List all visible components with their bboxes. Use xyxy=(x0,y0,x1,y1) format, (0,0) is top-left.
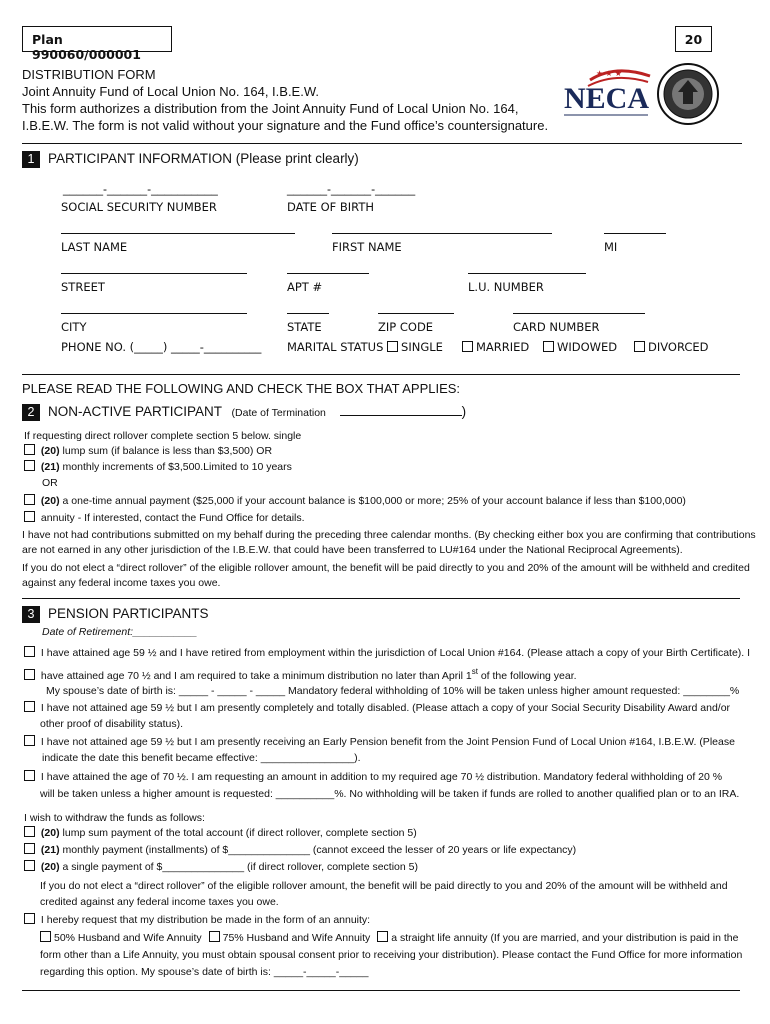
opt3-label: a one-time annual payment ($25,000 if your account balance is $100,000 or more; 25% of your account balance if less than $100,000) xyxy=(59,495,686,507)
o1-label: I have attained age 59 ½ and I have retired from employment within the jurisdiction of Local Union #164. (Please attach a copy of your Birth Certificate). I xyxy=(40,647,751,659)
first-name-label: FIRST NAME xyxy=(332,240,402,254)
or-label: OR xyxy=(42,477,58,489)
divorced-option xyxy=(634,340,709,354)
street-field[interactable] xyxy=(61,262,247,274)
straight-life-checkbox[interactable] xyxy=(377,931,388,942)
married-label: MARRIED xyxy=(476,340,530,354)
annuity-note-1: form other than a Life Annuity, you must obtain spousal consent prior to receiving your distribution). Please contact the Fund Office for more information xyxy=(40,949,743,961)
married-option xyxy=(462,340,529,354)
zip-label: ZIP CODE xyxy=(378,320,434,334)
nonactive-opt-lumpsum xyxy=(24,444,272,459)
divorced-label: DIVORCED xyxy=(648,340,709,354)
pension-opt-additional xyxy=(24,770,722,785)
w3-label: a single payment of $______________ (if direct rollover, complete section 5) xyxy=(59,861,418,873)
state-field[interactable] xyxy=(287,302,329,314)
mi-label: MI xyxy=(604,240,618,254)
annuity-request xyxy=(24,913,370,928)
widowed-option xyxy=(543,340,617,354)
o5a-label: I have attained the age of 70 ½. I am requesting an amount in addition to my required age 70 ½ distribution. Mandatory federal withholding of 20 % xyxy=(40,771,723,783)
o2b-label: of the following year. xyxy=(477,670,577,682)
withdraw-lumpsum-checkbox[interactable] xyxy=(24,826,35,837)
page-number-box: 20 xyxy=(675,26,712,52)
state-label: STATE xyxy=(287,320,322,334)
form-title: DISTRIBUTION FORM xyxy=(22,67,156,82)
age70-checkbox[interactable] xyxy=(24,669,35,680)
monthly-checkbox[interactable] xyxy=(24,460,35,471)
single-checkbox[interactable] xyxy=(387,341,398,352)
withdraw-rollover-notice-1: If you do not elect a “direct rollover” of the eligible rollover amount, the benefit will be paid directly to you and 20% of the amount will be withheld and xyxy=(40,880,728,892)
disabled-checkbox[interactable] xyxy=(24,701,35,712)
section-1-heading: PARTICIPANT INFORMATION (Please print clearly) xyxy=(48,151,359,166)
term-open-paren: ( xyxy=(231,407,236,419)
w2-code: (21) xyxy=(40,844,60,856)
ssn-label: SOCIAL SECURITY NUMBER xyxy=(61,200,217,214)
withdraw-opt-lumpsum xyxy=(24,826,417,841)
header-desc-2: I.B.E.W. The form is not valid without your signature and the Fund office’s countersignature. xyxy=(22,118,549,133)
o2-superscript: st xyxy=(471,667,478,676)
hw50-checkbox[interactable] xyxy=(40,931,51,942)
term-close-paren: ) xyxy=(461,404,467,419)
annual-checkbox[interactable] xyxy=(24,494,35,505)
annuity-options xyxy=(40,931,738,946)
pension-opt-retired xyxy=(24,646,750,661)
section-3-title xyxy=(22,606,209,623)
annuity-checkbox[interactable] xyxy=(24,511,35,522)
withdraw-opt-single xyxy=(24,860,418,875)
opt1-code: (20) xyxy=(40,445,60,457)
fund-name: Joint Annuity Fund of Local Union No. 164, I.B.E.W. xyxy=(22,84,320,99)
o4a-label: I have not attained age 59 ½ but I am presently receiving an Early Pension benefit from the Joint Pension Fund of Local Union #164, I.B.E.W. (Please xyxy=(40,736,735,748)
contrib-statement-2: are not earned in any other jurisdiction of the I.B.E.W. that could have been transferred to LU#164 under the National Reciprocal Agreements). xyxy=(22,544,683,556)
section-1-title xyxy=(22,151,359,168)
straight-life-label: a straight life annuity (If you are married, and your distribution is paid in the xyxy=(391,932,739,944)
withdraw-single-checkbox[interactable] xyxy=(24,860,35,871)
last-name-label: LAST NAME xyxy=(61,240,128,254)
section-2-heading: NON-ACTIVE PARTICIPANT xyxy=(48,404,222,419)
w2-label: monthly payment (installments) of $______________ (cannot exceed the lesser of 20 years or life expectancy) xyxy=(59,844,577,856)
phone-field[interactable]: PHONE NO. (_____) _____-__________ xyxy=(61,340,262,354)
opt2-label: monthly increments of $3,500.Limited to 10 years xyxy=(59,461,292,473)
o3a-label: I have not attained age 59 ½ but I am presently completely and totally disabled. (Please attach a copy of your Social Security Disability Award and/or xyxy=(40,702,731,714)
rollover-notice-1: If you do not elect a “direct rollover” of the eligible rollover amount, the benefit will be paid directly to you and 20% of the amount will be withheld and credited xyxy=(22,562,750,574)
single-label: SINGLE xyxy=(401,340,443,354)
last-name-field[interactable] xyxy=(61,222,295,234)
header-divider xyxy=(22,143,742,144)
lu-number-field[interactable] xyxy=(468,262,586,274)
o2a-label: have attained age 70 ½ and I am required to take a minimum distribution no later than April 1 xyxy=(40,670,472,682)
section-2-title xyxy=(22,404,466,421)
hw50-label: 50% Husband and Wife Annuity xyxy=(54,932,202,944)
early-pension-checkbox[interactable] xyxy=(24,735,35,746)
svg-text:NECA: NECA xyxy=(564,82,650,115)
hw75-label: 75% Husband and Wife Annuity xyxy=(222,932,371,944)
withdraw-monthly-checkbox[interactable] xyxy=(24,843,35,854)
section-1-divider xyxy=(22,374,740,375)
dob-field[interactable]: ______-______-______ xyxy=(287,182,416,196)
section-2-divider xyxy=(22,598,740,599)
w3-code: (20) xyxy=(40,861,60,873)
marital-status xyxy=(287,340,443,354)
city-label: CITY xyxy=(61,320,87,334)
svg-text:★ ★ ★: ★ ★ ★ xyxy=(596,69,622,78)
lumpsum-checkbox[interactable] xyxy=(24,444,35,455)
apt-field[interactable] xyxy=(287,262,369,274)
widowed-label: WIDOWED xyxy=(557,340,618,354)
annuity-request-checkbox[interactable] xyxy=(24,913,35,924)
withdraw-intro: I wish to withdraw the funds as follows: xyxy=(24,812,205,824)
first-name-field[interactable] xyxy=(332,222,552,234)
bottom-divider xyxy=(22,990,740,991)
opt4-label: annuity - If interested, contact the Fund Office for details. xyxy=(40,512,305,524)
additional-checkbox[interactable] xyxy=(24,770,35,781)
section-3-number: 3 xyxy=(22,606,40,623)
pension-opt-age70 xyxy=(24,664,577,684)
neca-logo xyxy=(560,58,720,132)
early-pension-cont: indicate the date this benefit became effective: ________________). xyxy=(42,752,361,764)
pension-opt-disabled xyxy=(24,701,730,716)
retired-checkbox[interactable] xyxy=(24,646,35,657)
withdraw-opt-monthly xyxy=(24,843,576,858)
opt3-code: (20) xyxy=(40,495,60,507)
opt2-code: (21) xyxy=(40,461,60,473)
dob-label: DATE OF BIRTH xyxy=(287,200,375,214)
nonactive-opt-annuity xyxy=(24,511,305,526)
divorced-checkbox[interactable] xyxy=(634,341,645,352)
lu-number-label: L.U. NUMBER xyxy=(468,280,544,294)
opt1-label: lump sum (if balance is less than $3,500) OR xyxy=(59,445,273,457)
withdraw-rollover-notice-2: credited against any federal income taxes you owe. xyxy=(40,896,279,908)
nonactive-opt-annual xyxy=(24,494,686,509)
ssn-field[interactable]: ______-______-__________ xyxy=(63,182,218,196)
married-checkbox[interactable] xyxy=(462,341,473,352)
card-number-label: CARD NUMBER xyxy=(513,320,600,334)
section-3-heading: PENSION PARTICIPANTS xyxy=(48,606,209,621)
section-1-number: 1 xyxy=(22,151,40,168)
marital-label: MARITAL STATUS xyxy=(287,340,384,354)
card-number-field[interactable] xyxy=(513,302,645,314)
rollover-notice-2: against any federal income taxes you owe. xyxy=(22,577,221,589)
plan-number-box: Plan 990060/000001 xyxy=(22,26,172,52)
zip-field[interactable] xyxy=(378,302,454,314)
w1-code: (20) xyxy=(40,827,60,839)
termination-date-field[interactable] xyxy=(340,405,462,416)
header-desc-1: This form authorizes a distribution from the Joint Annuity Fund of Local Union No. 164, xyxy=(22,101,519,116)
annuity-request-label: I hereby request that my distribution be made in the form of an annuity: xyxy=(40,914,371,926)
additional-cont: will be taken unless a higher amount is requested: __________%. No withholding will be taken if funds are rolled to another qualified plan or to an IRA. xyxy=(40,788,740,800)
annuity-note-2: regarding this option. My spouse’s date of birth is: _____-_____-_____ xyxy=(40,966,369,978)
hw75-checkbox[interactable] xyxy=(209,931,220,942)
apt-label: APT # xyxy=(287,280,323,294)
nonactive-opt-monthly xyxy=(24,460,292,475)
read-notice: PLEASE READ THE FOLLOWING AND CHECK THE BOX THAT APPLIES: xyxy=(22,381,461,396)
rollover-intro: If requesting direct rollover complete section 5 below. single xyxy=(24,430,302,442)
contrib-statement-1: I have not had contributions submitted on my behalf during the preceding three calendar months. (By checking either box you are confirming that contributions xyxy=(22,529,756,541)
termination-date-label: Date of Termination xyxy=(235,407,326,419)
disabled-cont: other proof of disability status). xyxy=(40,718,183,730)
section-2-number: 2 xyxy=(22,404,40,421)
city-field[interactable] xyxy=(61,302,247,314)
retirement-date-field[interactable]: Date of Retirement:___________ xyxy=(42,626,198,638)
widowed-checkbox[interactable] xyxy=(543,341,554,352)
pension-opt-early xyxy=(24,735,735,750)
spouse-dob-withholding: My spouse’s date of birth is: _____ - _____ - _____ Mandatory federal withholding of 10% will be taken unless higher amount requested: ________% xyxy=(46,685,740,697)
w1-label: lump sum payment of the total account (if direct rollover, complete section 5) xyxy=(59,827,417,839)
street-label: STREET xyxy=(61,280,105,294)
mi-field[interactable] xyxy=(604,222,666,234)
